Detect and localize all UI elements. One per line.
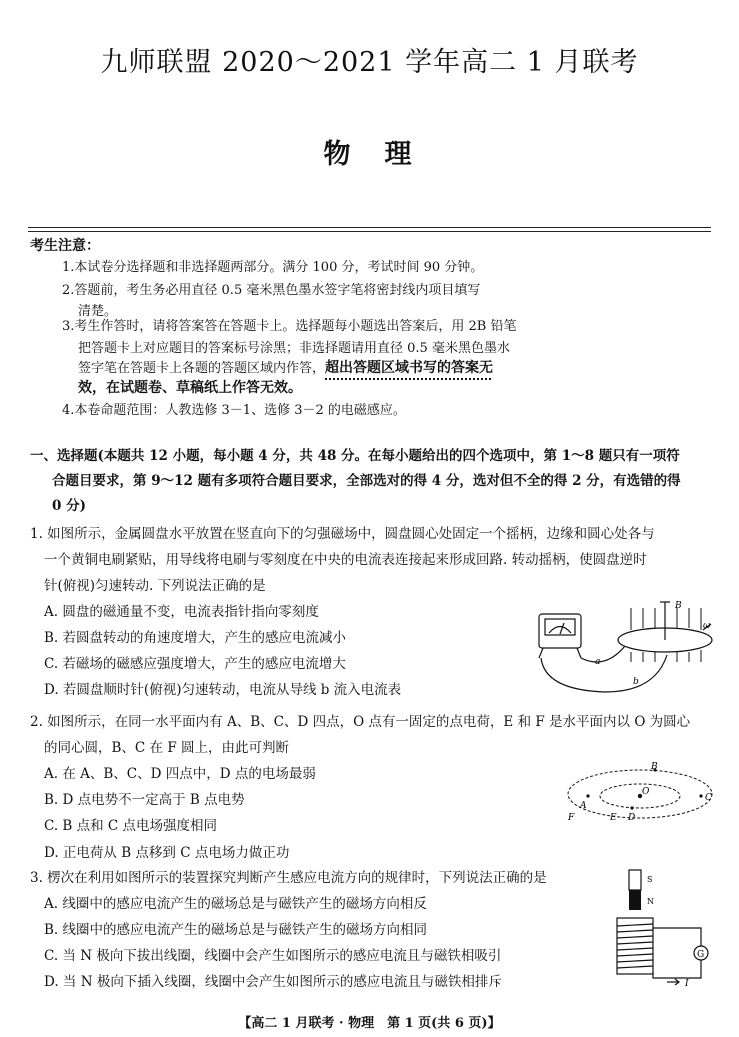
q2-label-c: C (705, 793, 712, 803)
q1-stem: 1. 如图所示，金属圆盘水平放置在竖直向下的匀强磁场中，圆盘圆心处固定一个摇柄，边缘和圆心处各与 (30, 526, 655, 542)
q3-option-b: B. 线圈中的感应电流产生的磁场总是与磁铁产生的磁场方向相同 (44, 922, 428, 938)
q2-label-d: D (628, 813, 636, 823)
q2-option-c: C. B 点和 C 点电场强度相同 (44, 818, 218, 834)
top-rule-thin (28, 231, 711, 232)
q1-stem: 针(俯视)匀速转动. 下列说法正确的是 (44, 578, 266, 594)
section-heading-line: 一、选择题(本题共 12 小题，每小题 4 分，共 48 分。在每小题给出的四个选项中，第 1～8 题只有一项符 (30, 448, 680, 464)
q2-stem: 的同心圆，B、C 在 F 圆上，由此可判断 (44, 740, 289, 756)
q1-option-c: C. 若磁场的磁感应强度增大，产生的感应电流增大 (44, 656, 346, 672)
q3-label-n: N (647, 897, 654, 906)
q3-label-s: S (647, 875, 653, 884)
page-footer: 【高二 1 月联考 · 物理 第 1 页(共 6 页)】 (238, 1016, 501, 1031)
q1-option-a: A. 圆盘的磁通量不变，电流表指针指向零刻度 (44, 604, 319, 620)
q2-label-o: O (642, 787, 650, 797)
exam-title: 九师联盟 2020～2021 学年高二 1 月联考 (100, 47, 639, 78)
notice-emphasis: 超出答题区域书写的答案无 (325, 360, 494, 376)
q2-label-a: A (580, 801, 587, 811)
q3-option-c: C. 当 N 极向下拔出线圈，线圈中会产生如图所示的感应电流且与磁铁相吸引 (44, 948, 502, 964)
q2-option-b: B. D 点电势不一定高于 B 点电势 (44, 792, 245, 808)
notice-heading: 考生注意： (30, 238, 100, 254)
q2-label-b: B (651, 762, 658, 772)
notice-emphasis-2: 效，在试题卷、草稿纸上作答无效。 (78, 380, 302, 396)
q3-coil-figure (605, 868, 715, 990)
q2-option-a: A. 在 A、B、C、D 四点中，D 点的电场最弱 (44, 766, 316, 782)
q3-label-current: I (685, 979, 689, 989)
notice-line: 签字笔在答题卡上各题的答题区域内作答， (78, 361, 326, 376)
q1-fig-label-b-wire: b (633, 677, 639, 687)
q1-option-d: D. 若圆盘顺时针(俯视)匀速转动，电流从导线 b 流入电流表 (44, 682, 402, 698)
q3-stem: 3. 楞次在利用如图所示的装置探究判断产生感应电流方向的规律时，下列说法正确的是 (30, 870, 547, 886)
q1-fig-label-b-field: B (675, 601, 682, 611)
q1-fig-label-a: a (595, 657, 601, 667)
q2-stem: 2. 如图所示，在同一水平面内有 A、B、C、D 四点，O 点有一固定的点电荷，E 和 F 是水平面内以 O 为圆心 (30, 714, 691, 730)
q2-label-f: F (568, 813, 575, 823)
q1-disc-figure (535, 600, 715, 700)
subject-title: 物理 (323, 139, 446, 170)
q1-option-b: B. 若圆盘转动的角速度增大，产生的感应电流减小 (44, 630, 347, 646)
section-heading-line: 合题目要求，第 9～12 题有多项符合题目要求，全部选对的得 4 分，选对但不全的得 2 分，有选错的得 (52, 473, 681, 489)
notice-line: 清楚。 (78, 304, 118, 319)
q2-concentric-figure (560, 760, 715, 824)
q2-option-d: D. 正电荷从 B 点移到 C 点电场力做正功 (44, 845, 290, 861)
q2-label-e: E (610, 813, 617, 823)
notice-line: 把答题卡上对应题目的答案标号涂黑；非选择题请用直径 0.5 毫米黑色墨水 (78, 341, 510, 356)
notice-line: 1.本试卷分选择题和非选择题两部分。满分 100 分，考试时间 90 分钟。 (62, 260, 484, 275)
q3-option-a: A. 线圈中的感应电流产生的磁场总是与磁铁产生的磁场方向相反 (44, 896, 427, 912)
notice-line: 4.本卷命题范围：人教选修 3－1、选修 3－2 的电磁感应。 (62, 403, 406, 418)
section-heading-line: 0 分) (52, 498, 86, 514)
q3-option-d: D. 当 N 极向下插入线圈，线圈中会产生如图所示的感应电流且与磁铁相排斥 (44, 974, 502, 990)
top-rule (28, 227, 711, 228)
q1-stem: 一个黄铜电刷紧贴，用导线将电刷与零刻度在中央的电流表连接起来形成回路. 转动摇柄，使圆盘逆时 (44, 552, 647, 568)
notice-line: 2.答题前，考生务必用直径 0.5 毫米黑色墨水签字笔将密封线内项目填写 (62, 283, 481, 298)
notice-line: 3.考生作答时，请将答案答在答题卡上。选择题每小题选出答案后，用 2B 铅笔 (62, 319, 517, 334)
q3-label-galvanometer: G (697, 950, 705, 960)
q1-fig-label-omega: ω (703, 621, 711, 631)
